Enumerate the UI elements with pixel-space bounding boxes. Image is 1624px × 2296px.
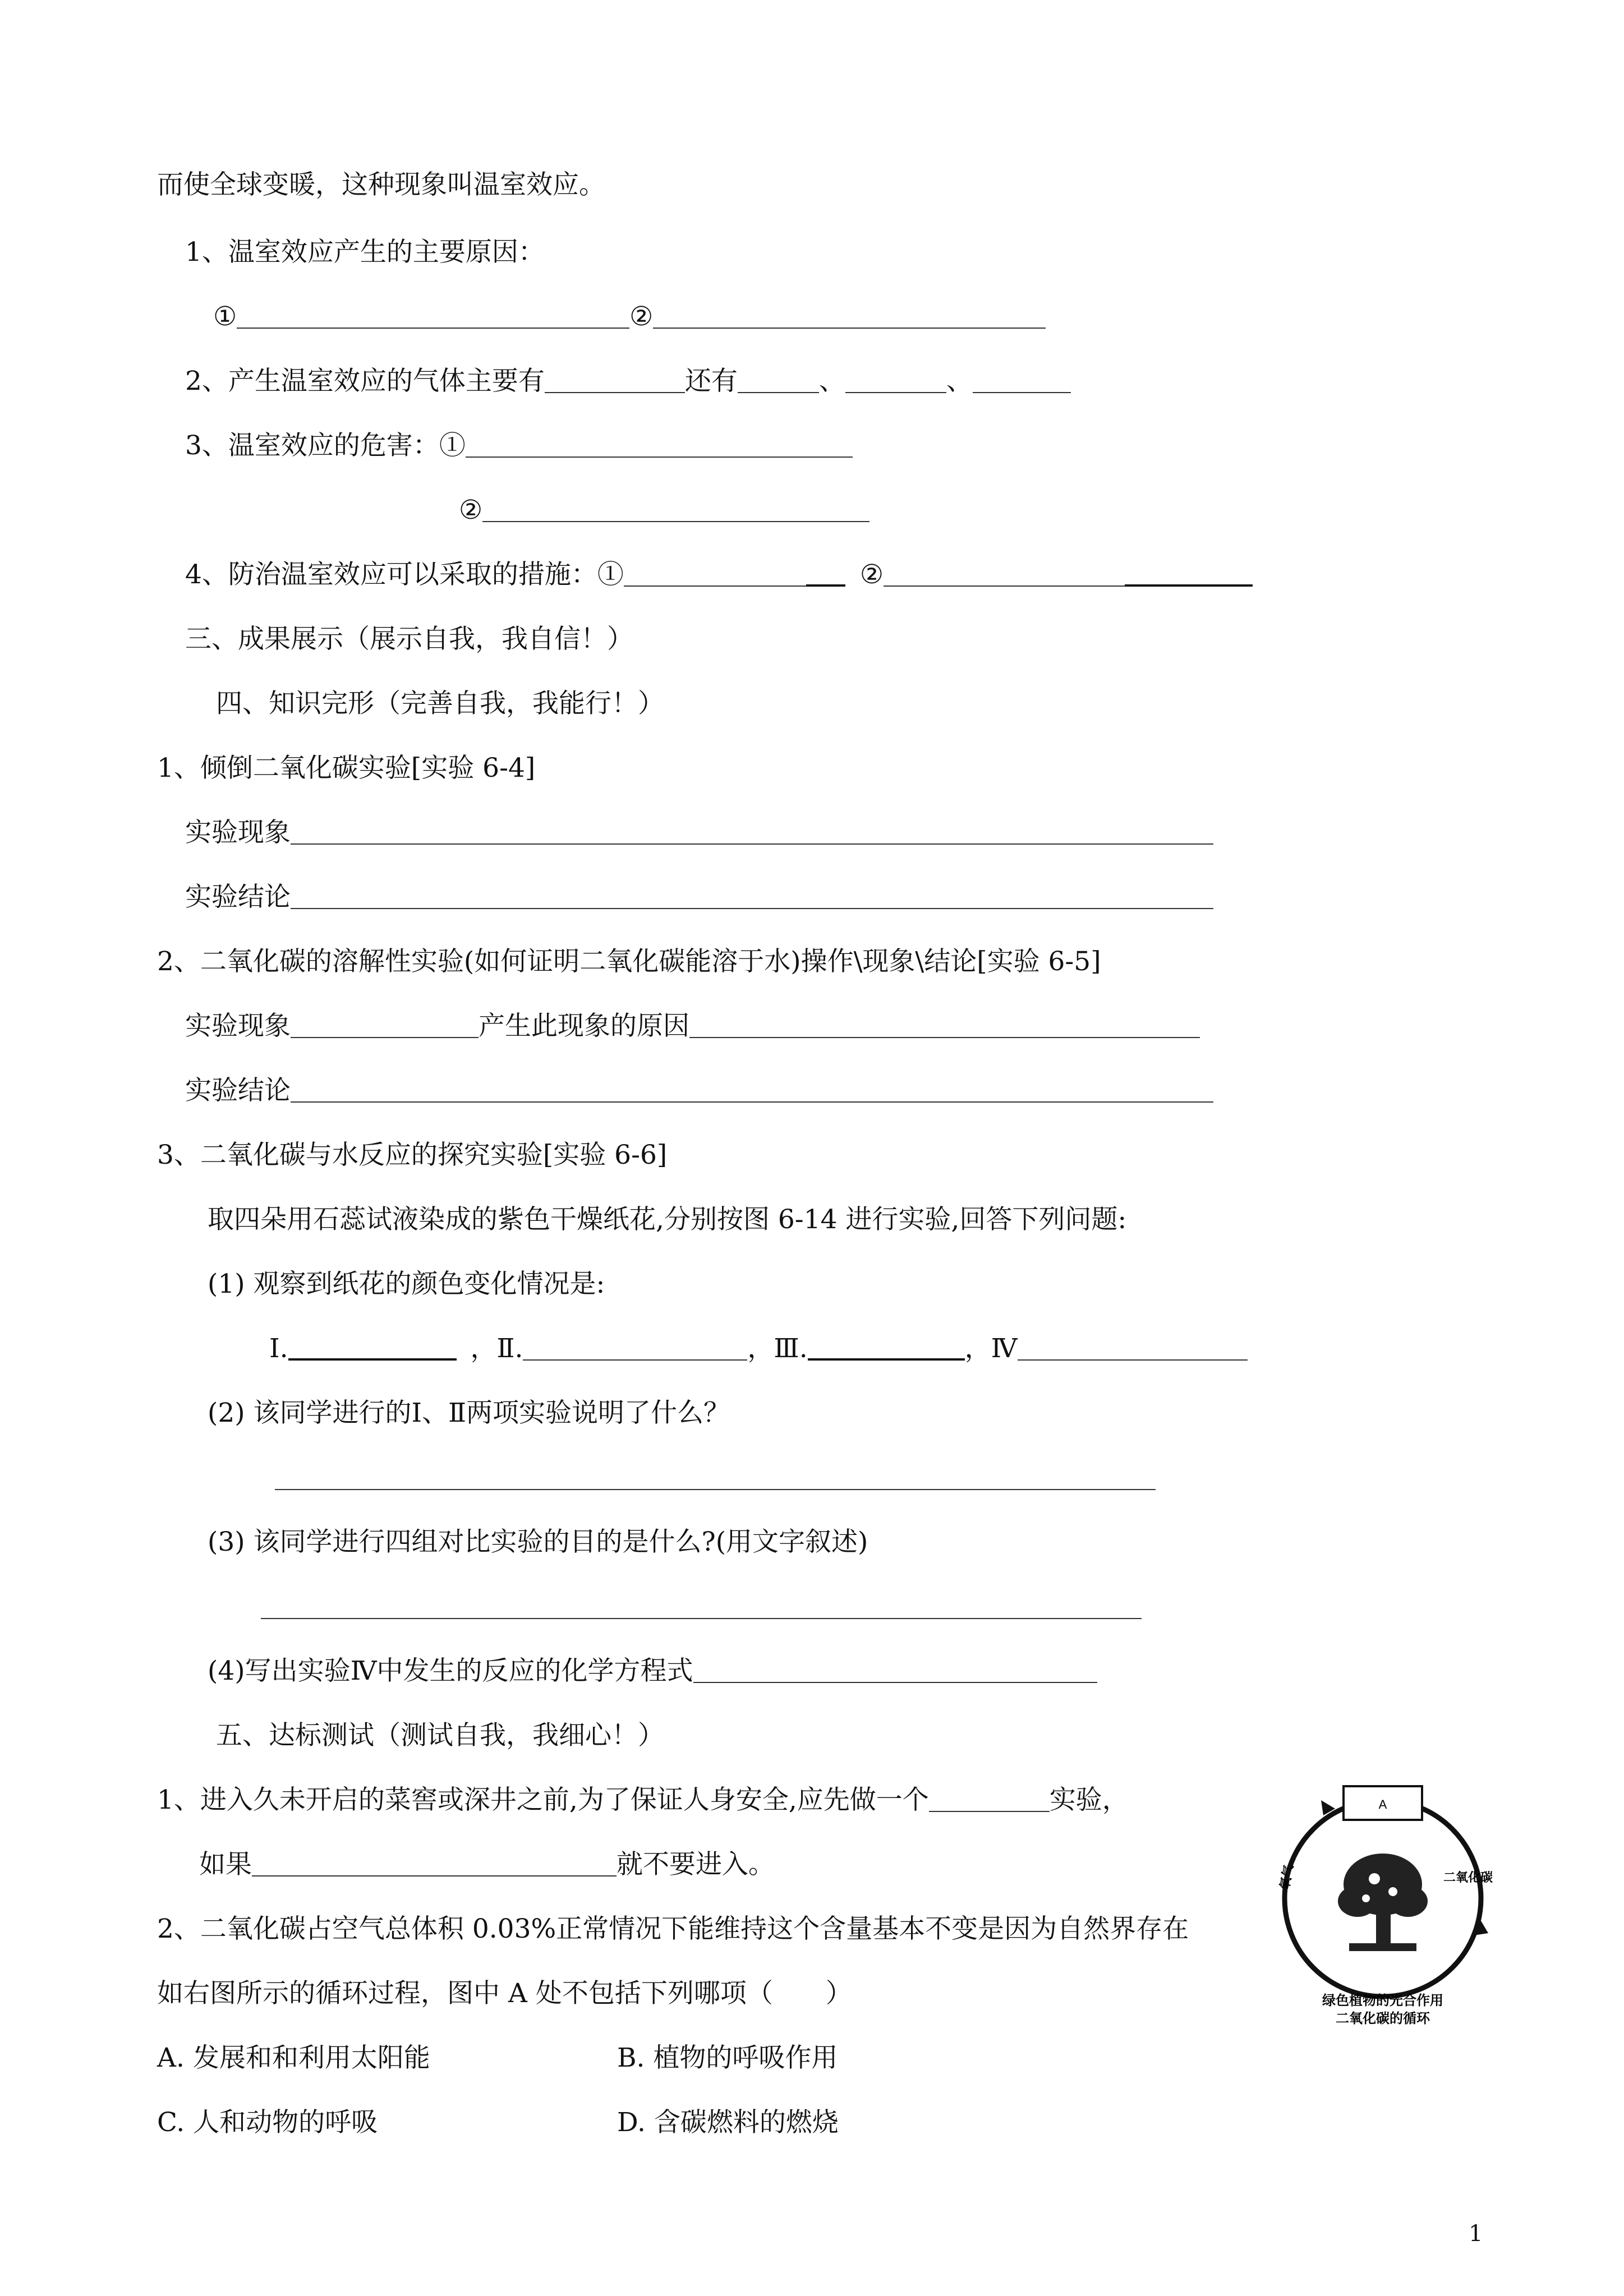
answer-blank[interactable]: [482, 496, 869, 522]
answer-blank[interactable]: [291, 1012, 479, 1038]
answer-blank[interactable]: [291, 883, 1213, 909]
question-2: 2、产生温室效应的气体主要有 还有 、 、: [185, 365, 1071, 398]
knowledge-3-q4: (4)写出实验Ⅳ中发生的反应的化学方程式: [208, 1654, 1097, 1688]
oxygen-label: 氧气: [1277, 1864, 1296, 1891]
section-3-heading: 三、成果展示（展示自我，我自信！）: [185, 624, 633, 654]
answer-blank[interactable]: [1018, 1335, 1248, 1361]
knowledge-3-q3: (3) 该同学进行四组对比实验的目的是什么?(用文字叙述): [208, 1527, 868, 1557]
intro-line: 而使全球变暖，这种现象叫温室效应。: [157, 169, 605, 200]
answer-blank[interactable]: [288, 1334, 457, 1361]
answer-blank[interactable]: [884, 561, 1125, 587]
knowledge-3-q2: (2) 该同学进行的Ⅰ、Ⅱ两项实验说明了什么？: [208, 1398, 730, 1428]
answer-line[interactable]: [261, 1618, 1142, 1619]
option-d[interactable]: D. 含碳燃料的燃烧: [617, 2107, 839, 2138]
answer-blank[interactable]: [1125, 560, 1253, 587]
knowledge-1: 1、倾倒二氧化碳实验[实验 6-4]: [157, 753, 536, 783]
option-a[interactable]: A. 发展和和利用太阳能: [157, 2043, 430, 2073]
answer-blank[interactable]: [237, 303, 629, 329]
tree-icon: [1338, 1854, 1428, 1951]
question-1-answers: ① ②: [213, 300, 1046, 334]
test-1-continued: 如果 就不要进入。: [199, 1849, 775, 1880]
test-1: 1、进入久未开启的菜窖或深井之前,为了保证人身安全,应先做一个 实验，: [157, 1785, 1129, 1815]
answer-blank[interactable]: [689, 1012, 1200, 1038]
answer-blank[interactable]: [466, 432, 853, 458]
answer-blank[interactable]: [693, 1657, 1097, 1683]
answer-blank[interactable]: [545, 367, 685, 393]
answer-blank[interactable]: [929, 1786, 1050, 1812]
answer-blank[interactable]: [738, 367, 819, 393]
knowledge-3-q1: (1) 观察到纸花的颜色变化情况是:: [208, 1269, 605, 1299]
box-a-label: A: [1378, 1797, 1387, 1811]
knowledge-3-q1-answers: Ⅰ. ，Ⅱ. ，Ⅲ. ，Ⅳ: [269, 1332, 1248, 1366]
question-4: 4、防治温室效应可以采取的措施：① ②: [185, 558, 1253, 592]
answer-blank[interactable]: [523, 1335, 747, 1361]
question-3-second: ②: [459, 494, 869, 527]
knowledge-2-observation: 实验现象 产生此现象的原因: [185, 1009, 1200, 1043]
co2-label: 二氧化碳: [1443, 1870, 1493, 1885]
section-5-heading: 五、达标测试（测试自我，我细心！）: [216, 1720, 664, 1751]
knowledge-1-conclusion: 实验结论: [185, 880, 1213, 914]
answer-blank[interactable]: [808, 1334, 965, 1361]
section-4-heading: 四、知识完形（完善自我，我能行！）: [216, 688, 664, 719]
option-b[interactable]: B. 植物的呼吸作用: [617, 2043, 838, 2073]
knowledge-1-observation: 实验现象: [185, 816, 1213, 850]
knowledge-2-conclusion: 实验结论: [185, 1074, 1213, 1108]
figure-caption-2: 二氧化碳的循环: [1336, 2010, 1430, 2026]
knowledge-3-description: 取四朵用石蕊试液染成的紫色干燥纸花,分别按图 6-14 进行实验,回答下列问题:: [208, 1204, 1127, 1235]
answer-line[interactable]: [275, 1489, 1156, 1490]
carbon-cycle-figure: [1265, 1781, 1506, 2044]
answer-blank[interactable]: [806, 560, 845, 587]
answer-blank[interactable]: [291, 1077, 1213, 1103]
question-3: 3、温室效应的危害：①: [185, 429, 853, 463]
question-1: 1、温室效应产生的主要原因：: [185, 237, 545, 268]
figure-caption-1: 绿色植物的光合作用: [1322, 1992, 1443, 2008]
knowledge-3: 3、二氧化碳与水反应的探究实验[实验 6-6]: [157, 1140, 668, 1170]
knowledge-2: 2、二氧化碳的溶解性实验(如何证明二氧化碳能溶于水)操作\现象\结论[实验 6-5]: [157, 946, 1101, 977]
option-c[interactable]: C. 人和动物的呼吸: [157, 2107, 378, 2138]
answer-blank[interactable]: [624, 561, 806, 587]
answer-blank[interactable]: [252, 1851, 617, 1877]
test-2-continued: 如右图所示的循环过程，图中 A 处不包括下列哪项（ ）: [157, 1978, 852, 2009]
test-2: 2、二氧化碳占空气总体积 0.03%正常情况下能维持这个含量基本不变是因为自然界存在: [157, 1914, 1189, 1944]
answer-blank[interactable]: [291, 819, 1213, 845]
answer-blank[interactable]: [653, 303, 1046, 329]
answer-blank[interactable]: [973, 367, 1071, 393]
answer-blank[interactable]: [845, 367, 946, 393]
page-number: 1: [1469, 2221, 1483, 2247]
